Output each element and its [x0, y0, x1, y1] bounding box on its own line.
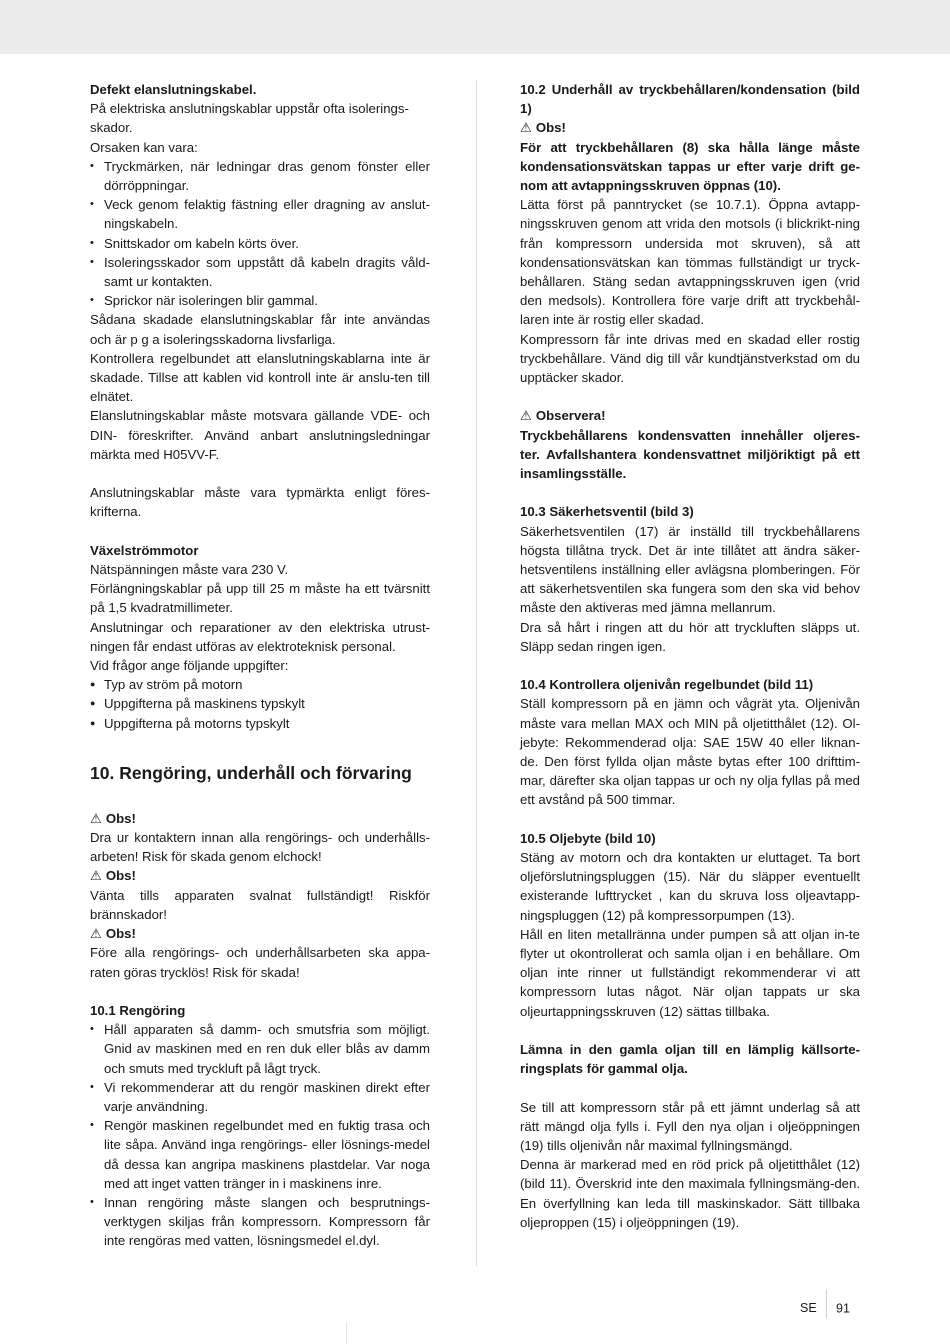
paragraph: För att tryckbehållaren (8) ska hålla länge måste kondensationsvätskan tappas ur efter varje drift ge-nom att avtappningsskruven öppnas (10).: [520, 139, 860, 194]
list-item: • Rengör maskinen regelbundet med en fuktig trasa och lite såpa. Använd inga rengörings- eller lösnings-medel då dessa kan angripa maskinens plastdelar. Var noga med att inget vatten tränger in i maskinens inre.: [90, 1116, 430, 1193]
page-number: 91: [836, 1301, 850, 1316]
paragraph: Anslutningskablar måste vara typmärkta enligt föres-krifterna.: [90, 485, 430, 520]
s105-title: 10.5 Oljebyte (bild 10): [520, 830, 656, 846]
paragraph: Se till att kompressorn står på ett jämnt underlag så att rätt mängd olja fylls i. Fyll den nya oljan i oljeöppningen (19) tills oljenivån når maximal fyllningsmängd.: [520, 1099, 860, 1154]
paragraph: Lätta först på panntrycket (se 10.7.1). Öppna avtapp-ningsskruven genom att vrida den motsols (i blickrikt-ning från kompressorn undersida mot skruven), så att kondensationsvätskan kan tömmas fullständigt ur tryck-behållaren. Stäng sedan avtappningsskruven igen (vrid den medsols). Kontrollera före varje drift att tryckbehål-laren inte är rostig eller skadad.: [520, 197, 860, 328]
list-item: ● Uppgifterna på maskinens typskylt: [90, 694, 430, 713]
paragraph: Denna är markerad med en röd prick på oljetitthålet (12) (bild 11). Överskrid inte den maximala fyllningsmäng-den. En överfyllning kan leda till maskinskador. Sätt tillbaka oljeproppen (15) i oljeöppningen (19).: [520, 1157, 860, 1230]
list-item: • Sprickor när isoleringen blir gammal.: [90, 291, 430, 310]
language-code: SE: [800, 1301, 817, 1316]
paragraph: Förlängningskablar på upp till 25 m måste ha ett tvärsnitt på 1,5 kvadratmillimeter.: [90, 581, 430, 616]
list-item: ● Typ av ström på motorn: [90, 675, 430, 694]
s103-title: 10.3 Säkerhetsventil (bild 3): [520, 504, 694, 520]
obs-label: Obs!: [105, 868, 136, 884]
paragraph: Kontrollera regelbundet att elanslutningskablarna inte är skadade. Tillse att kablen vid kontroll inte är anslu-ten till elnätet.: [90, 350, 430, 405]
warning-triangle-icon: ⚠: [520, 120, 532, 136]
list-item: • Vi rekommenderar att du rengör maskinen direkt efter varje användning.: [90, 1078, 430, 1116]
paragraph: Vänta tills apparaten svalnat fullständigt! Riskför brännskador!: [90, 887, 430, 922]
causes-list: [90, 157, 430, 311]
paragraph: Sådana skadade elanslutningskablar får inte användas och är p g a isoleringsskadorna livsfarliga.: [90, 312, 430, 347]
list-item: • Veck genom felaktig fästning eller dragning av anslut-ningskabeln.: [90, 195, 430, 233]
s102-title: 10.2 Underhåll av tryckbehållaren/kondensation (bild 1): [520, 82, 860, 117]
warning-triangle-icon: ⚠: [90, 810, 102, 826]
paragraph: Håll en liten metallränna under pumpen så att oljan in-te flyter ut okontrollerat och samla oljan i en behållare. Om oljan inte rinner ut fullständigt rekommenderar vi att kompressorn lutas något. När oljan tappats ur ska oljeurtappningsskruven (12) sättas tillbaka.: [520, 926, 860, 1019]
uppgifter-list: [90, 675, 430, 733]
observera-label: Observera!: [535, 408, 606, 424]
left-column: [90, 80, 430, 1251]
warning-triangle-icon: ⚠: [90, 868, 102, 884]
list-item: • Håll apparaten så damm- och smutsfria som möjligt. Gnid av maskinen med en ren duk eller blås av damm och smuts med tryckluft på lågt tryck.: [90, 1020, 430, 1078]
orsaken-label: Orsaken kan vara:: [90, 139, 198, 155]
paragraph: Stäng av motorn och dra kontakten ur eluttaget. Ta bort oljeförslutningspluggen (15). När du släpper eventuellt existerande lufttrycket , kan du skruva loss oljeavtapp-ningspluggen (12) på kompressorpumpen (13).: [520, 850, 860, 923]
page-footer: [800, 1294, 850, 1324]
obs-label: Obs!: [105, 810, 136, 826]
paragraph: Säkerhetsventilen (17) är inställd till tryckbehållarens högsta tillåtna tryck. Det är inte tillåtet att ändra säker-hetsventilens inställning eller avlägsna plomberingen. För att säkerhetsventilen ska fungera som den ska vid behov måste den aktiveras med jämna mellanrum.: [520, 523, 860, 616]
list-item: • Isoleringsskador som uppstått då kabeln dragits våld-samt ur kontakten.: [90, 253, 430, 291]
header-band: [0, 0, 950, 54]
footer-divider: [826, 1289, 827, 1319]
paragraph: Lämna in den gamla oljan till en lämplig källsorte-ringsplats för gammal olja.: [520, 1042, 860, 1077]
obs-label: Obs!: [105, 926, 136, 942]
rengoring-title: 10.1 Rengöring: [90, 1002, 186, 1018]
warning-triangle-icon: ⚠: [520, 408, 532, 424]
s104-title: 10.4 Kontrollera oljenivån regelbundet (bild 11): [520, 677, 814, 693]
paragraph: Före alla rengörings- och underhållsarbeten ska appa-raten göras trycklös! Risk för skada!: [90, 945, 430, 980]
list-item: ● Uppgifterna på motorns typskylt: [90, 714, 430, 733]
vaxel-title: Växelströmmotor: [90, 542, 199, 558]
paragraph: Elanslutningskablar måste motsvara gällande VDE- och DIN- föreskrifter. Använd anbart anslutningsledningar märkta med H05VV-F.: [90, 408, 430, 462]
right-column: [520, 80, 860, 1232]
paragraph: Kompressorn får inte drivas med en skadad eller rostig tryckbehållare. Vänd dig till vår kundtjänstverkstad om du upptäcker skador.: [520, 331, 860, 386]
warning-triangle-icon: ⚠: [90, 926, 102, 942]
defekt-title: Defekt elanslutningskabel.: [90, 82, 257, 97]
list-item: • Snittskador om kabeln körts över.: [90, 234, 430, 253]
paragraph: Dra så hårt i ringen att du hör att tryckluften släpps ut. Släpp sedan ringen igen.: [520, 619, 860, 654]
paragraph: Nätspänningen måste vara 230 V.: [90, 562, 289, 578]
fold-mark: [346, 1322, 347, 1344]
defekt-intro: På elektriska anslutningskablar uppstår ofta isolerings-skador.: [90, 101, 409, 136]
list-item: • Innan rengöring måste slangen och besprutnings-verktygen skiljas från kompressorn. Kompressorn får inte rengöras med vatten, lösningsmedel el.dyl.: [90, 1193, 430, 1251]
column-divider: [476, 80, 477, 1266]
rengoring-list: [90, 1020, 430, 1250]
obs-label: Obs!: [535, 120, 566, 136]
paragraph: Dra ur kontaktern innan alla rengörings- och underhålls-arbeten! Risk för skada genom elchock!: [90, 830, 430, 865]
list-item: • Tryckmärken, när ledningar dras genom fönster eller dörröppningar.: [90, 157, 430, 195]
paragraph: Anslutningar och reparationer av den elektriska utrust-ningen får endast utföras av elektroteknisk personal.: [90, 619, 430, 654]
section-title: 10. Rengöring, underhåll och förvaring: [90, 762, 412, 783]
paragraph: Vid frågor ange följande uppgifter:: [90, 658, 289, 674]
paragraph: Ställ kompressorn på en jämn och vågrät yta. Oljenivån måste vara mellan MAX och MIN på oljetitthålet (12). Ol-jebyte: Rekommenderad olja: SAE 15W 40 eller liknan-de. Den först fyllda oljan måste bytas efter 100 drifttim-mar, därefter ska oljan tappas ur och ny olja fyllas på med ett avstånd på 500 timmar.: [520, 696, 860, 808]
paragraph: Tryckbehållarens kondensvatten innehåller oljeres-ter. Avfallshantera kondensvattnet miljöriktigt på ett insamlingsställe.: [520, 427, 860, 482]
